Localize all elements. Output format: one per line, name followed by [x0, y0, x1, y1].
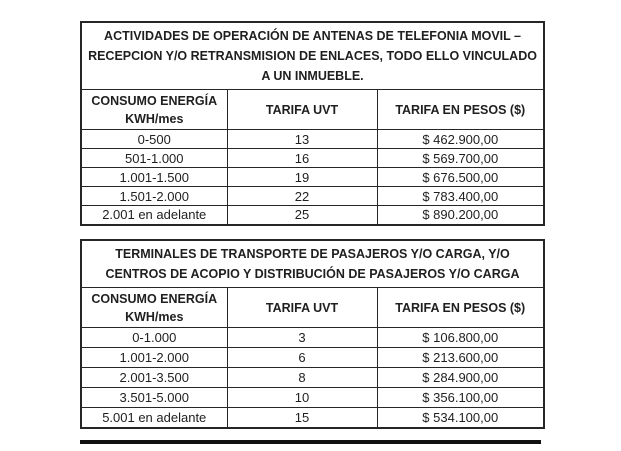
- pesos-rate-cell: $ 783.400,00: [377, 187, 544, 206]
- pesos-rate-cell: $ 462.900,00: [377, 130, 544, 149]
- consumption-range-cell: 0-500: [81, 130, 227, 149]
- uvt-rate-cell: 10: [227, 388, 377, 408]
- table-row: [81, 328, 544, 348]
- column-header-line: CONSUMO ENERGÍA: [91, 291, 218, 306]
- uvt-rate-cell: 8: [227, 368, 377, 388]
- pesos-rate-cell: $ 534.100,00: [377, 408, 544, 428]
- consumption-range-cell: 3.501-5.000: [81, 388, 227, 408]
- table-header-row: [81, 288, 544, 328]
- consumption-range-cell: 501-1.000: [81, 149, 227, 168]
- pesos-rate-cell: $ 890.200,00: [377, 206, 544, 225]
- table-title-row: [81, 22, 544, 90]
- table-row: [81, 348, 544, 368]
- uvt-rate-cell: 3: [227, 328, 377, 348]
- uvt-rate-cell: 13: [227, 130, 377, 149]
- table-row: [81, 388, 544, 408]
- consumption-range-cell: 1.001-2.000: [81, 348, 227, 368]
- table-row: [81, 408, 544, 428]
- uvt-rate-cell: 16: [227, 149, 377, 168]
- pesos-rate-cell: $ 676.500,00: [377, 168, 544, 187]
- uvt-rate-cell: 19: [227, 168, 377, 187]
- table-row: [81, 149, 544, 168]
- uvt-rate-cell: 15: [227, 408, 377, 428]
- uvt-rate-cell: 25: [227, 206, 377, 225]
- column-header-line: CONSUMO ENERGÍA: [91, 93, 218, 108]
- pesos-rate-cell: $ 106.800,00: [377, 328, 544, 348]
- consumption-range-cell: 1.501-2.000: [81, 187, 227, 206]
- table-header-row: [81, 90, 544, 130]
- uvt-rate-cell: 6: [227, 348, 377, 368]
- consumption-range-cell: 5.001 en adelante: [81, 408, 227, 428]
- consumption-range-cell: 0-1.000: [81, 328, 227, 348]
- consumption-range-cell: 2.001-3.500: [81, 368, 227, 388]
- table-row: [81, 368, 544, 388]
- table-title: TERMINALES DE TRANSPORTE DE PASAJEROS Y/O CARGA, Y/O CENTROS DE ACOPIO Y DISTRIBUCIÓN DE PASAJEROS Y/O CARGA: [81, 240, 544, 288]
- pesos-rate-cell: $ 213.600,00: [377, 348, 544, 368]
- pesos-rate-cell: $ 284.900,00: [377, 368, 544, 388]
- antenna-tariff-table: [80, 21, 545, 226]
- consumption-range-cell: 1.001-1.500: [81, 168, 227, 187]
- table-title: ACTIVIDADES DE OPERACIÓN DE ANTENAS DE TELEFONIA MOVIL – RECEPCION Y/O RETRANSMISION DE ENLACES, TODO ELLO VINCULADO A UN INMUEBLE.: [81, 22, 544, 90]
- column-header-line: KWH/mes: [125, 309, 184, 324]
- table-row: [81, 206, 544, 225]
- column-header-line: KWH/mes: [125, 111, 184, 126]
- next-table-top-border: [80, 440, 541, 444]
- consumption-range-cell: 2.001 en adelante: [81, 206, 227, 225]
- column-header-uvt: TARIFA UVT: [227, 288, 377, 328]
- column-header-pesos: TARIFA EN PESOS ($): [377, 288, 544, 328]
- terminal-tariff-table: [80, 239, 545, 429]
- pesos-rate-cell: $ 356.100,00: [377, 388, 544, 408]
- column-header-pesos: TARIFA EN PESOS ($): [377, 90, 544, 130]
- uvt-rate-cell: 22: [227, 187, 377, 206]
- table-row: [81, 130, 544, 149]
- pesos-rate-cell: $ 569.700,00: [377, 149, 544, 168]
- table-row: [81, 187, 544, 206]
- column-header-uvt: TARIFA UVT: [227, 90, 377, 130]
- column-header-consumption: [81, 90, 227, 130]
- column-header-consumption: [81, 288, 227, 328]
- table-title-row: [81, 240, 544, 288]
- table-row: [81, 168, 544, 187]
